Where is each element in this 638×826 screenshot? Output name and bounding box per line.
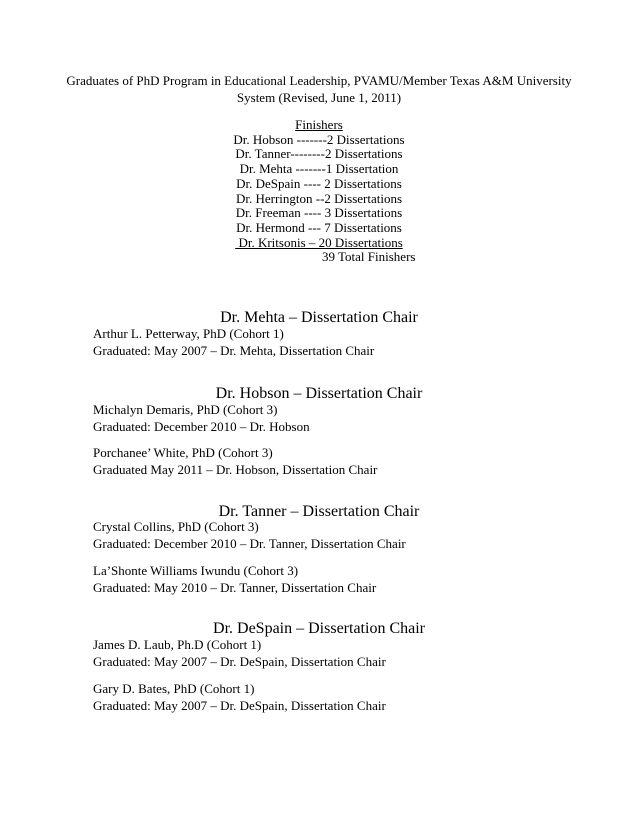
graduate-entry [93, 636, 386, 670]
graduate-entry [93, 562, 376, 596]
graduate-entry [93, 680, 386, 714]
graduation-detail: Graduated: December 2010 – Dr. Tanner, Dissertation Chair [93, 536, 406, 551]
finisher-row: Dr. Herrington --2 Dissertations [235, 190, 403, 206]
graduate-name: James D. Laub, Ph.D (Cohort 1) [93, 637, 262, 652]
graduation-detail: Graduated: May 2010 – Dr. Tanner, Dissertation Chair [93, 580, 377, 595]
finishers-summary [0, 117, 638, 265]
section-title-despain: Dr. DeSpain – Dissertation Chair [213, 620, 425, 637]
document-title: Graduates of PhD Program in Educational Leadership, PVAMU/Member Texas A&M University System (Revised, June 1, 2011) [66, 73, 572, 105]
graduate-name: Arthur L. Petterway, PhD (Cohort 1) [93, 326, 284, 341]
finisher-row: Dr. Mehta -------1 Dissertation [239, 161, 399, 177]
finishers-total: 39 Total Finishers [322, 249, 416, 265]
section-title-mehta: Dr. Mehta – Dissertation Chair [220, 309, 418, 326]
finishers-heading: Finishers [295, 117, 343, 132]
graduation-detail: Graduated: May 2007 – Dr. DeSpain, Dissertation Chair [93, 698, 386, 713]
graduation-detail: Graduated May 2011 – Dr. Hobson, Dissertation Chair [93, 462, 378, 477]
graduate-name: Crystal Collins, PhD (Cohort 3) [93, 519, 259, 534]
graduate-name: Michalyn Demaris, PhD (Cohort 3) [93, 402, 278, 417]
finisher-row: Dr. Freeman ---- 3 Dissertations [235, 205, 403, 221]
graduate-entry [93, 444, 377, 478]
graduate-name: Gary D. Bates, PhD (Cohort 1) [93, 681, 255, 696]
finisher-row: Dr. Hermond --- 7 Dissertations [236, 219, 402, 235]
graduate-name: Porchanee’ White, PhD (Cohort 3) [93, 445, 273, 460]
finisher-row: Dr. DeSpain ---- 2 Dissertations [236, 175, 402, 191]
graduate-entry [93, 518, 406, 552]
graduation-detail: Graduated: December 2010 – Dr. Hobson [93, 419, 310, 434]
section-title-tanner: Dr. Tanner – Dissertation Chair [218, 503, 420, 520]
graduation-detail: Graduated: May 2007 – Dr. DeSpain, Dissertation Chair [93, 654, 386, 669]
graduation-detail: Graduated: May 2007 – Dr. Mehta, Dissertation Chair [93, 343, 375, 358]
finisher-row: Dr. Tanner--------2 Dissertations [235, 146, 403, 162]
graduate-name: La’Shonte Williams Iwundu (Cohort 3) [93, 563, 299, 578]
finisher-row: Dr. Hobson -------2 Dissertations [233, 131, 405, 147]
graduate-entry [93, 401, 310, 435]
graduate-entry [93, 325, 374, 359]
section-title-hobson: Dr. Hobson – Dissertation Chair [215, 385, 423, 402]
finisher-row: Dr. Kritsonis – 20 Dissertations [235, 234, 403, 250]
